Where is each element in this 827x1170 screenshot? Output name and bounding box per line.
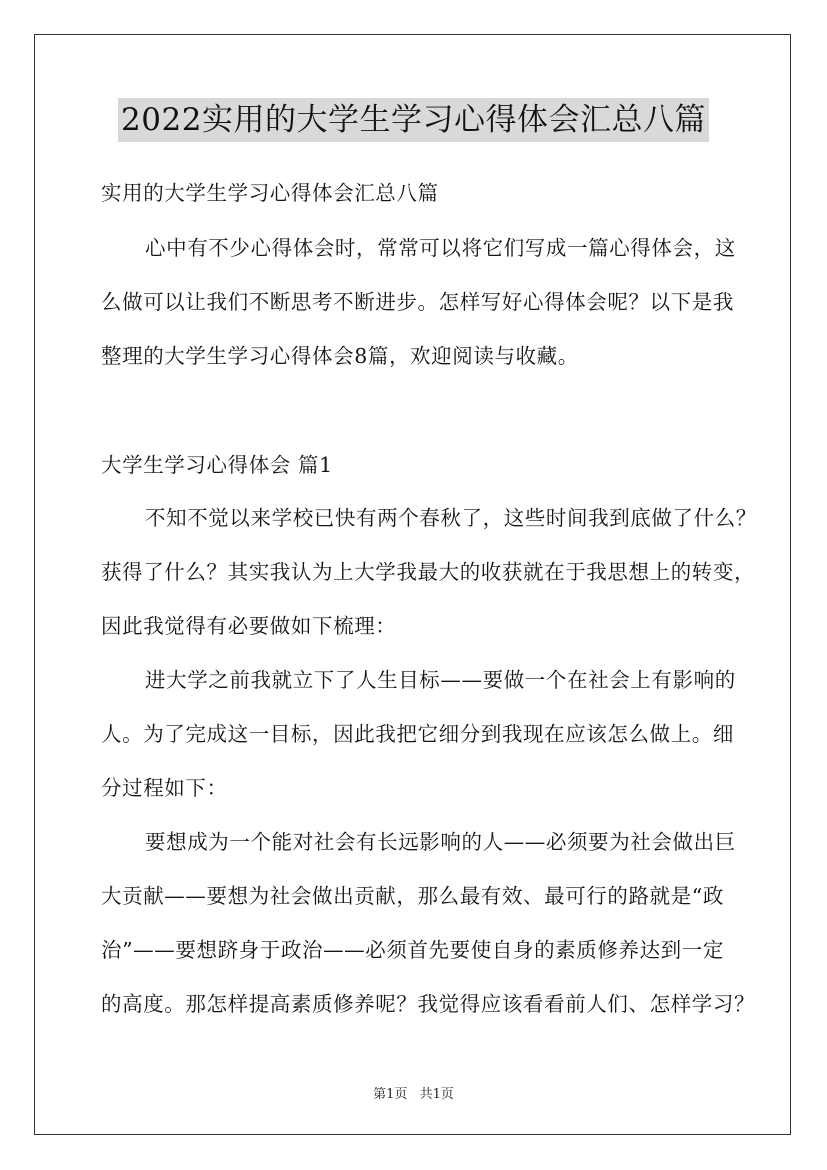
paragraph-line: 大贡献——要想为社会做出贡献，那么最有效、最可行的路就是“政 xyxy=(101,884,724,908)
paragraph-line: 的高度。那怎样提高素质修养呢？我觉得应该看看前人们、怎样学习？ xyxy=(101,992,756,1016)
section-heading: 大学生学习心得体会 篇1 xyxy=(101,453,333,477)
paragraph-line: 心中有不少心得体会时，常常可以将它们写成一篇心得体会，这 xyxy=(145,236,736,260)
document-subtitle: 实用的大学生学习心得体会汇总八篇 xyxy=(101,181,439,205)
paragraph-line: 要想成为一个能对社会有长远影响的人——必须要为社会做出巨 xyxy=(145,830,736,854)
paragraph-line: 治”——要想跻身于政治——必须首先要使自身的素质修养达到一定 xyxy=(101,938,724,962)
paragraph-line: 分过程如下： xyxy=(101,776,228,800)
paragraph-line: 人。为了完成这一目标，因此我把它细分到我现在应该怎么做上。细 xyxy=(101,722,734,746)
paragraph-line: 不知不觉以来学校已快有两个春秋了，这些时间我到底做了什么？ xyxy=(145,506,757,530)
page-number-total: 共1页 xyxy=(419,1087,454,1102)
document-title: 2022实用的大学生学习心得体会汇总八篇 xyxy=(118,98,709,142)
paragraph-line: 获得了什么？其实我认为上大学我最大的收获就在于我思想上的转变， xyxy=(101,560,756,584)
paragraph-line: 进大学之前我就立下了人生目标——要做一个在社会上有影响的 xyxy=(145,668,736,692)
paragraph-line: 么做可以让我们不断思考不断进步。怎样写好心得体会呢？以下是我 xyxy=(101,290,734,314)
page-number-current: 第1页 xyxy=(373,1087,408,1102)
paragraph-line: 整理的大学生学习心得体会8篇，欢迎阅读与收藏。 xyxy=(101,344,579,368)
paragraph-line: 因此我觉得有必要做如下梳理： xyxy=(101,614,397,638)
title-container xyxy=(0,98,827,142)
page-footer xyxy=(0,1083,827,1102)
